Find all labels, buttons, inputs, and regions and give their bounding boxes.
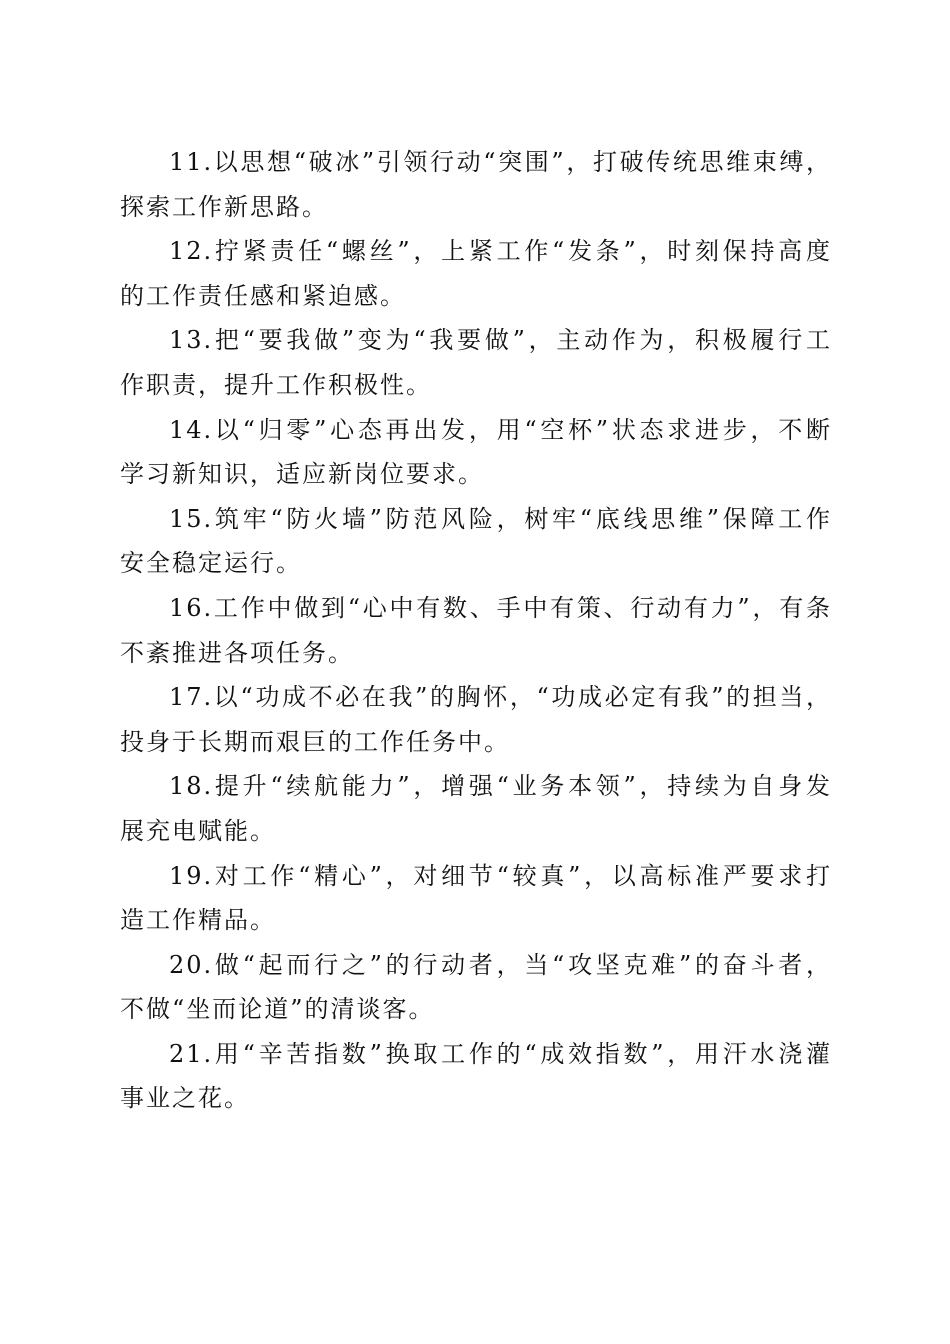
- item-15-line-2: 安全稳定运行。: [120, 549, 302, 578]
- item-20-line-1: 20.做“起而行之”的行动者，当“攻坚克难”的奋斗者，: [169, 950, 832, 979]
- list-item-14: [120, 408, 832, 497]
- item-13-line-1: 13.把“要我做”变为“我要做”，主动作为，积极履行工: [169, 326, 832, 355]
- item-14-line-1: 14.以“归零”心态再出发，用“空杯”状态求进步，不断: [169, 415, 832, 444]
- item-17-line-1: 17.以“功成不必在我”的胸怀，“功成必定有我”的担当，: [169, 683, 832, 712]
- list-item-18: [120, 764, 832, 853]
- item-21-line-2: 事业之花。: [120, 1084, 250, 1113]
- item-18-line-2: 展充电赋能。: [120, 816, 276, 845]
- list-item-15: [120, 497, 832, 586]
- list-item-20: [120, 943, 832, 1032]
- item-15-line-1: 15.筑牢“防火墙”防范风险，树牢“底线思维”保障工作: [169, 504, 832, 533]
- item-14-line-2: 学习新知识，适应新岗位要求。: [120, 460, 484, 489]
- list-item-16: [120, 586, 832, 675]
- list-item-12: [120, 229, 832, 318]
- item-16-line-2: 不紊推进各项任务。: [120, 638, 354, 667]
- list-item-13: [120, 318, 832, 407]
- item-17-line-2: 投身于长期而艰巨的工作任务中。: [120, 727, 510, 756]
- list-item-11: [120, 140, 832, 229]
- item-16-line-1: 16.工作中做到“心中有数、手中有策、行动有力”，有条: [169, 593, 832, 622]
- item-13-line-2: 作职责，提升工作积极性。: [120, 370, 432, 399]
- item-11-line-2: 探索工作新思路。: [120, 192, 328, 221]
- list-item-19: [120, 854, 832, 943]
- item-11-line-1: 11.以思想“破冰”引领行动“突围”，打破传统思维束缚，: [169, 148, 832, 176]
- item-21-line-1: 21.用“辛苦指数”换取工作的“成效指数”，用汗水浇灌: [169, 1039, 832, 1068]
- item-19-line-1: 19.对工作“精心”，对细节“较真”，以高标准严要求打: [169, 861, 832, 890]
- list-item-21: [120, 1032, 832, 1121]
- item-12-line-1: 12.拧紧责任“螺丝”，上紧工作“发条”，时刻保持高度: [169, 237, 832, 266]
- item-18-line-1: 18.提升“续航能力”，增强“业务本领”，持续为自身发: [169, 772, 832, 801]
- item-12-line-2: 的工作责任感和紧迫感。: [120, 281, 406, 310]
- list-item-17: [120, 675, 832, 764]
- document-body: [120, 140, 832, 1121]
- item-19-line-2: 造工作精品。: [120, 906, 276, 935]
- item-20-line-2: 不做“坐而论道”的清谈客。: [120, 995, 435, 1024]
